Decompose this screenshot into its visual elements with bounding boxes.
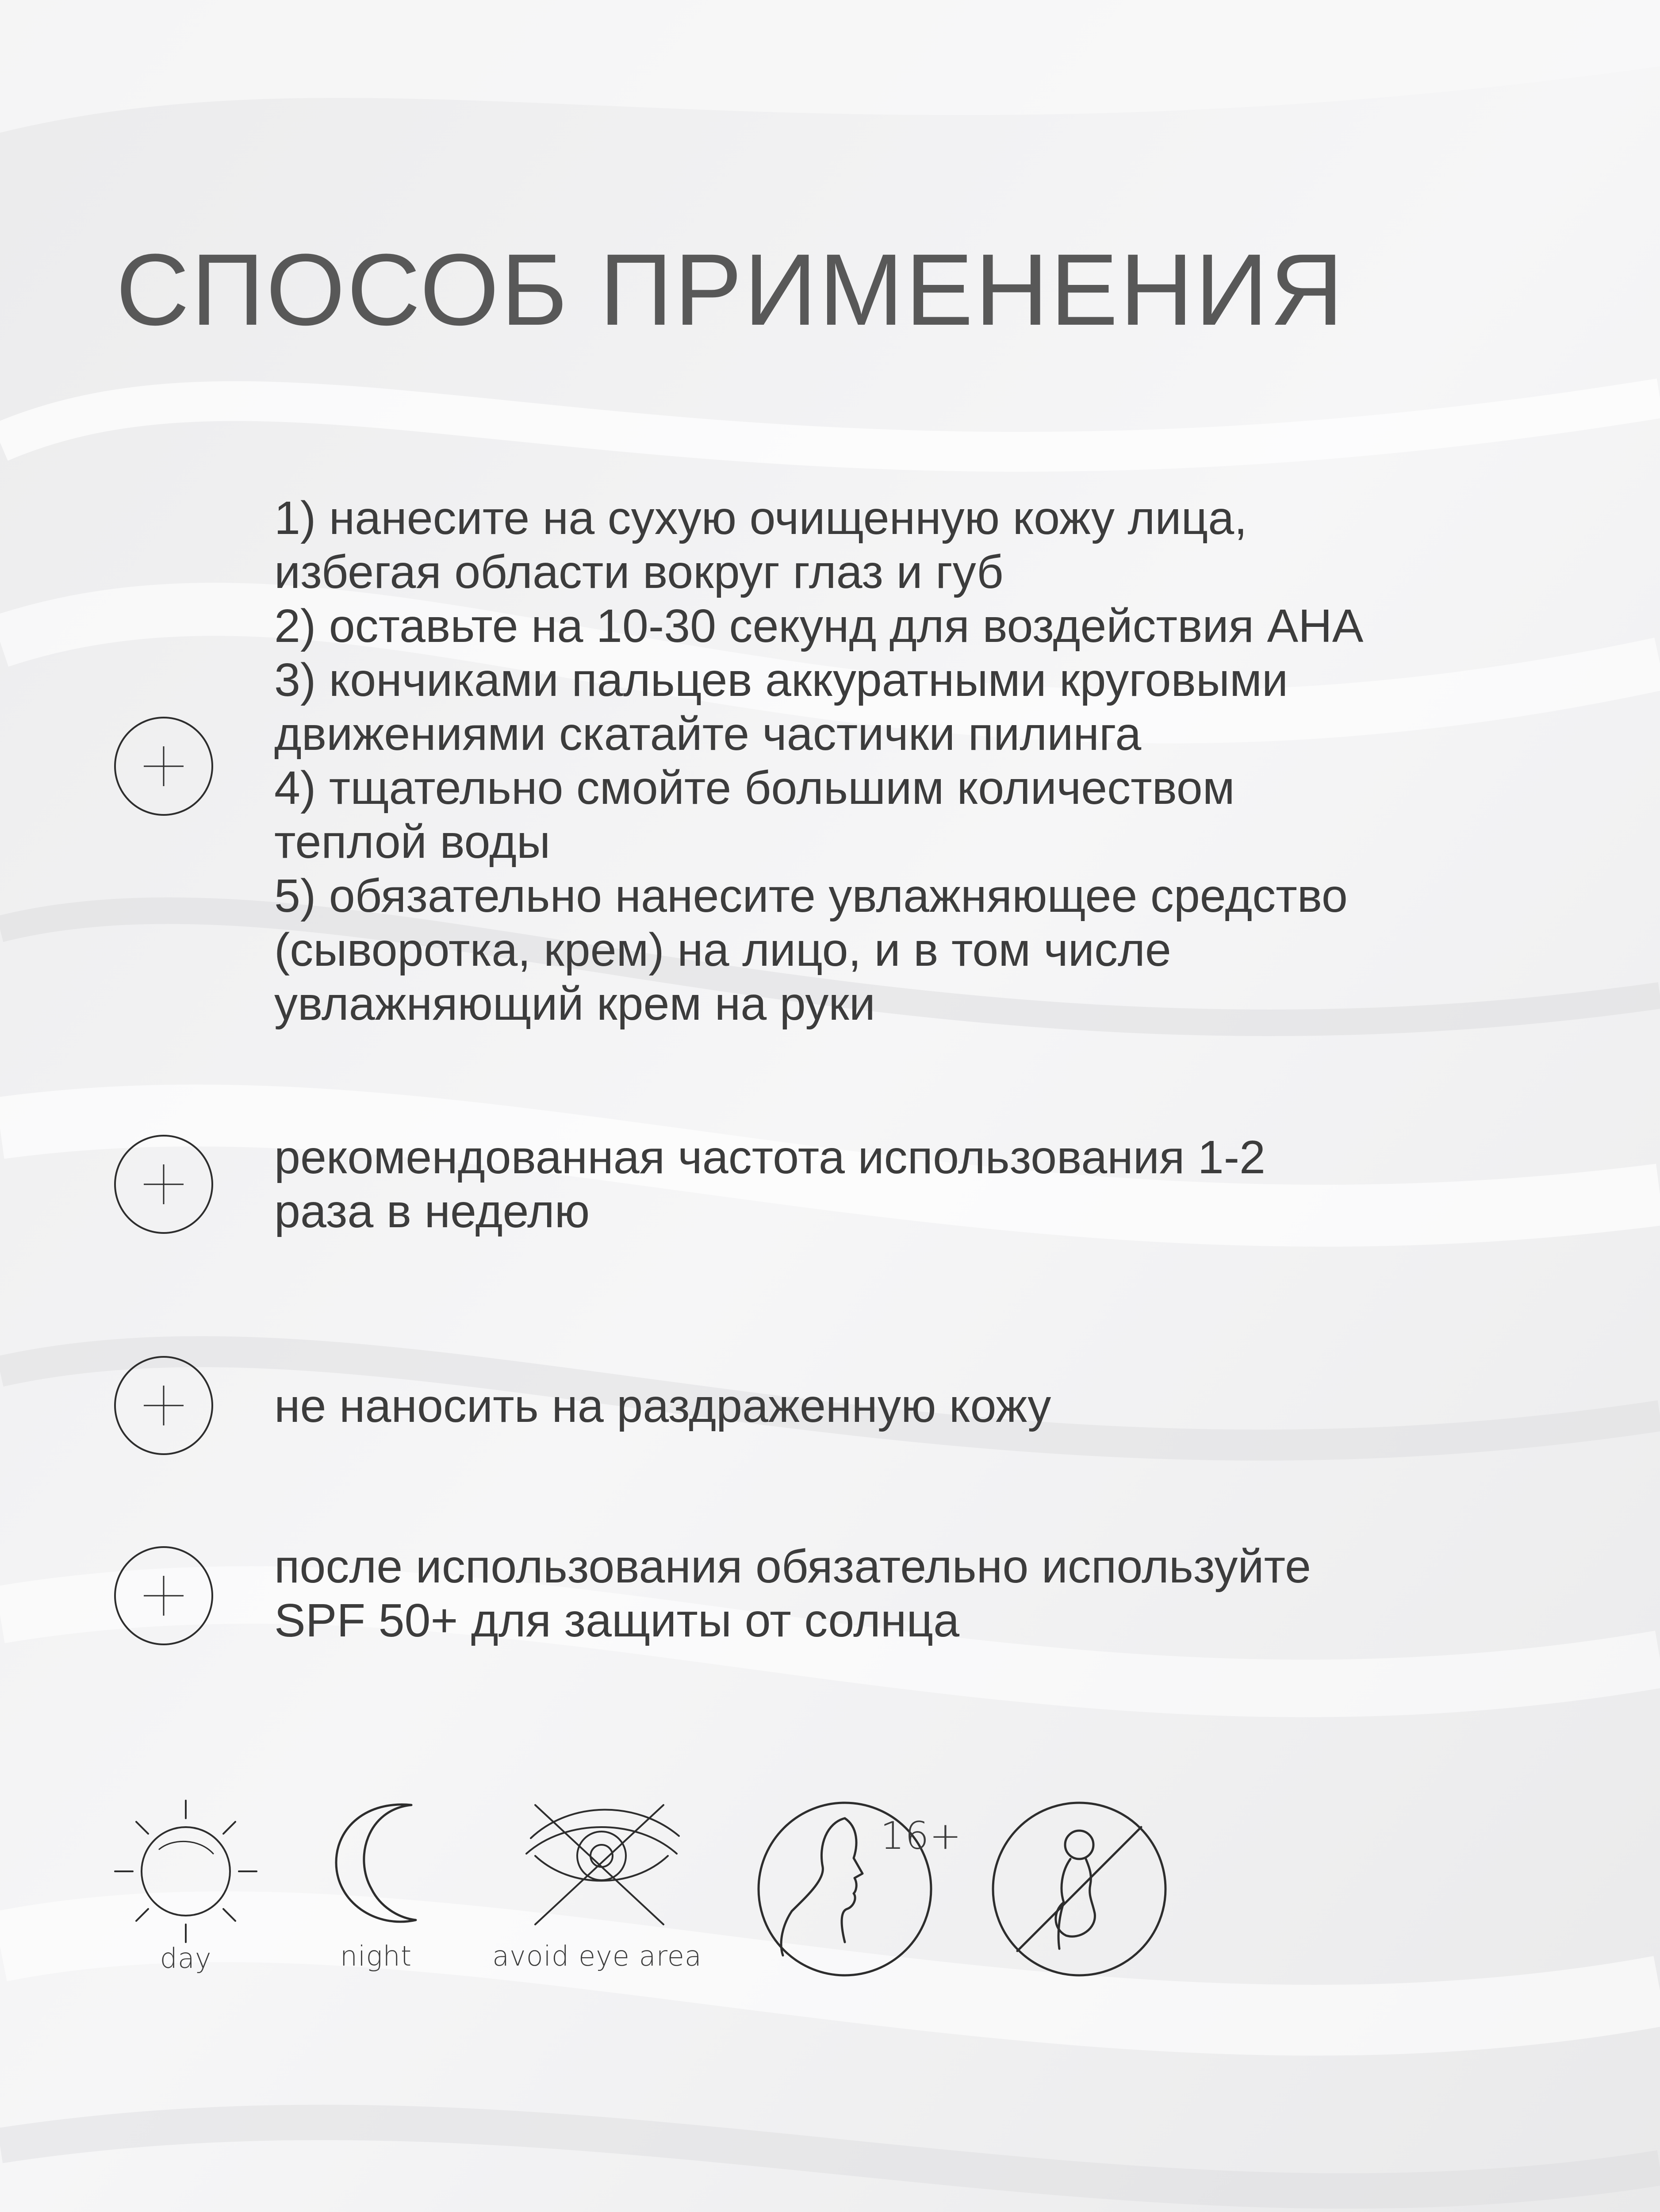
plus-icon xyxy=(114,717,213,816)
steps-line: 2) оставьте на 10-30 секунд для воздействия AHA xyxy=(274,600,1364,652)
warning-text xyxy=(274,1379,1610,1433)
steps-line: теплой воды xyxy=(274,816,551,868)
moon-icon xyxy=(327,1796,425,1929)
steps-line: избегая области вокруг глаз и губ xyxy=(274,546,1004,598)
frequency-line: раза в неделю xyxy=(274,1185,590,1237)
page-title: СПОСОБ ПРИМЕНЕНИЯ xyxy=(116,233,1346,346)
spf-line: после использования обязательно используйте xyxy=(274,1540,1311,1593)
plus-icon xyxy=(114,1546,213,1645)
usage-icons-row xyxy=(0,1778,1660,2008)
steps-line: (сыворотка, крем) на лицо, и в том числе xyxy=(274,924,1171,976)
steps-line: 1) нанесите на сухую очищенную кожу лица, xyxy=(274,492,1247,544)
no-pregnancy-icon xyxy=(986,1796,1172,1982)
spf-line: SPF 50+ для защиты от солнца xyxy=(274,1594,960,1647)
steps-line: движениями скатайте частички пилинга xyxy=(274,708,1142,760)
sun-icon xyxy=(111,1796,261,1947)
night-label: night xyxy=(340,1940,412,1972)
steps-line: 4) тщательно смойте большим количеством xyxy=(274,762,1235,814)
spf-text xyxy=(274,1540,1610,1647)
steps-text xyxy=(274,491,1610,1031)
day-label: day xyxy=(160,1942,212,1974)
steps-line: увлажняющий крем на руки xyxy=(274,978,876,1030)
plus-icon xyxy=(114,1135,213,1234)
plus-icon xyxy=(114,1356,213,1455)
steps-line: 3) кончиками пальцев аккуратными круговыми xyxy=(274,654,1288,706)
frequency-line: рекомендованная частота использования 1-2 xyxy=(274,1131,1266,1183)
frequency-text xyxy=(274,1130,1610,1238)
warning-line: не наносить на раздраженную кожу xyxy=(274,1380,1051,1432)
steps-line: 5) обязательно нанесите увлажняющее средство xyxy=(274,870,1348,922)
age-label: 16+ xyxy=(880,1814,962,1858)
crossed-eye-icon xyxy=(518,1796,686,1929)
eye-label: avoid eye area xyxy=(492,1940,702,1972)
